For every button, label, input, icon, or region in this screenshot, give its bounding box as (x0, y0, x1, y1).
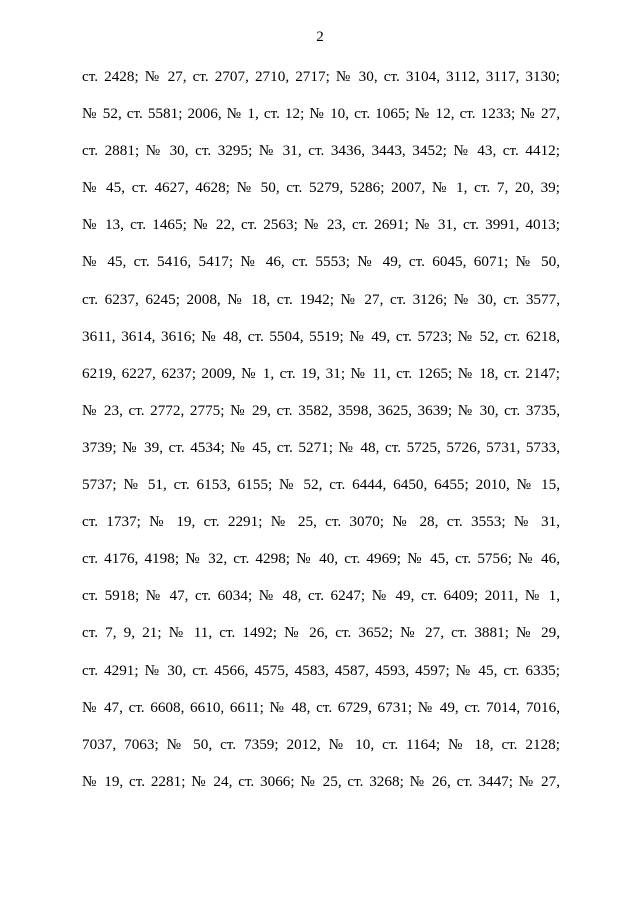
text-line: № 13, ст. 1465; № 22, ст. 2563; № 23, ст. 2691; № 31, ст. 3991, 4013; (82, 216, 560, 234)
text-line: ст. 2428; № 27, ст. 2707, 2710, 2717; № 30, ст. 3104, 3112, 3117, 3130; (82, 68, 560, 85)
text-line: № 45, ст. 5416, 5417; № 46, ст. 5553; № 49, ст. 6045, 6071; № 50, (82, 253, 560, 271)
text-line: № 45, ст. 4627, 4628; № 50, ст. 5279, 5286; 2007, № 1, ст. 7, 20, 39; (82, 179, 560, 197)
text-line: ст. 6237, 6245; 2008, № 18, ст. 1942; № 27, ст. 3126; № 30, ст. 3577, (82, 290, 560, 308)
text-line: № 19, ст. 2281; № 24, ст. 3066; № 25, ст. 3268; № 26, ст. 3447; № 27, (82, 772, 560, 790)
text-line: 5737; № 51, ст. 6153, 6155; № 52, ст. 6444, 6450, 6455; 2010, № 15, (82, 476, 560, 494)
text-line: ст. 4176, 4198; № 32, ст. 4298; № 40, ст. 4969; № 45, ст. 5756; № 46, (82, 550, 560, 568)
body-text (82, 65, 560, 807)
text-line: № 47, ст. 6608, 6610, 6611; № 48, ст. 6729, 6731; № 49, ст. 7014, 7016, (82, 698, 560, 716)
text-line: 6219, 6227, 6237; 2009, № 1, ст. 19, 31; № 11, ст. 1265; № 18, ст. 2147; (82, 364, 560, 382)
text-line: № 52, ст. 5581; 2006, № 1, ст. 12; № 10, ст. 1065; № 12, ст. 1233; № 27, (82, 105, 560, 123)
text-line: ст. 7, 9, 21; № 11, ст. 1492; № 26, ст. 3652; № 27, ст. 3881; № 29, (82, 624, 560, 642)
text-line: № 23, ст. 2772, 2775; № 29, ст. 3582, 3598, 3625, 3639; № 30, ст. 3735, (82, 401, 560, 419)
text-line: ст. 5918; № 47, ст. 6034; № 48, ст. 6247; № 49, ст. 6409; 2011, № 1, (82, 587, 560, 605)
text-line: ст. 1737; № 19, ст. 2291; № 25, ст. 3070; № 28, ст. 3553; № 31, (82, 513, 560, 531)
text-line: ст. 4291; № 30, ст. 4566, 4575, 4583, 4587, 4593, 4597; № 45, ст. 6335; (82, 661, 560, 679)
text-line: 7037, 7063; № 50, ст. 7359; 2012, № 10, ст. 1164; № 18, ст. 2128; (82, 735, 560, 753)
text-line: ст. 2881; № 30, ст. 3295; № 31, ст. 3436, 3443, 3452; № 43, ст. 4412; (82, 142, 560, 160)
text-line: 3739; № 39, ст. 4534; № 45, ст. 5271; № 48, ст. 5725, 5726, 5731, 5733, (82, 438, 560, 456)
page-number: 2 (316, 29, 324, 45)
text-line: 3611, 3614, 3616; № 48, ст. 5504, 5519; № 49, ст. 5723; № 52, ст. 6218, (82, 327, 560, 345)
